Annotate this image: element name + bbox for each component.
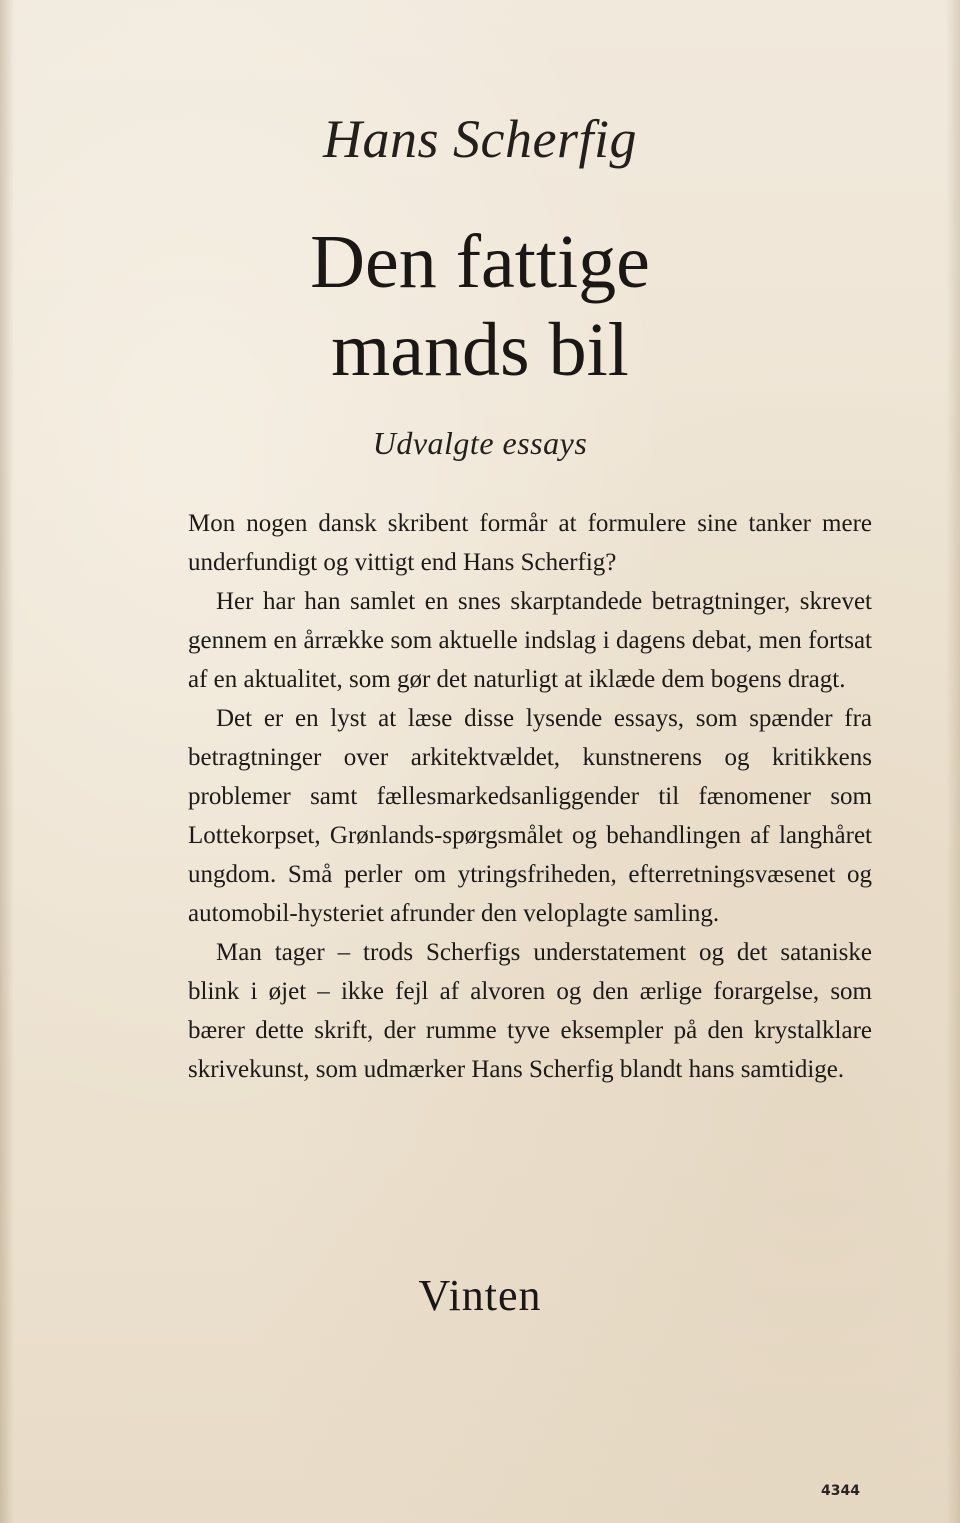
book-title (0, 218, 960, 394)
publisher-name: Vinten (418, 1271, 542, 1320)
author-name: Hans Scherfig (323, 109, 637, 169)
blurb-paragraph-4: Man tager – trods Scherfigs understatement og det sataniske blink i øjet – ikke fejl af alvoren og den ærlige forargelse, som bærer dette skrift, der rumme tyve eksempler på den krystalklare skrivekunst, som udmærker Hans Scherfig blandt hans samtidige. (188, 939, 872, 1083)
title-line-1: Den fattige (310, 220, 650, 304)
blurb-paragraph-2: Her har han samlet en snes skarptandede betragtninger, skrevet gennem en årrække som aktuelle indslag i dagens debat, men fortsat af en aktualitet, som gør det naturligt at iklæde dem bogens dragt. (188, 588, 872, 693)
catalog-number: 4344 (821, 1483, 860, 1499)
blurb-paragraph-3: Det er en lyst at læse disse lysende essays, som spænder fra betragtninger over arkitektvældet, kunstnerens og kritikkens problemer samt fællesmarkedsanliggender til fænomener som Lottekorpset, Grønlands-spørgsmålet og behandlingen af langhåret ungdom. Små perler om ytringsfriheden, efterretningsvæsenet og automobil-hysteriet afrunder den veloplagte samling. (188, 705, 872, 927)
blurb-paragraph-1: Mon nogen dansk skribent formår at formulere sine tanker mere underfundigt og vittigt end Hans Scherfig? (188, 510, 872, 576)
subtitle: Udvalgte essays (372, 425, 588, 461)
blurb-text (188, 504, 872, 1089)
title-line-2: mands bil (331, 308, 629, 392)
